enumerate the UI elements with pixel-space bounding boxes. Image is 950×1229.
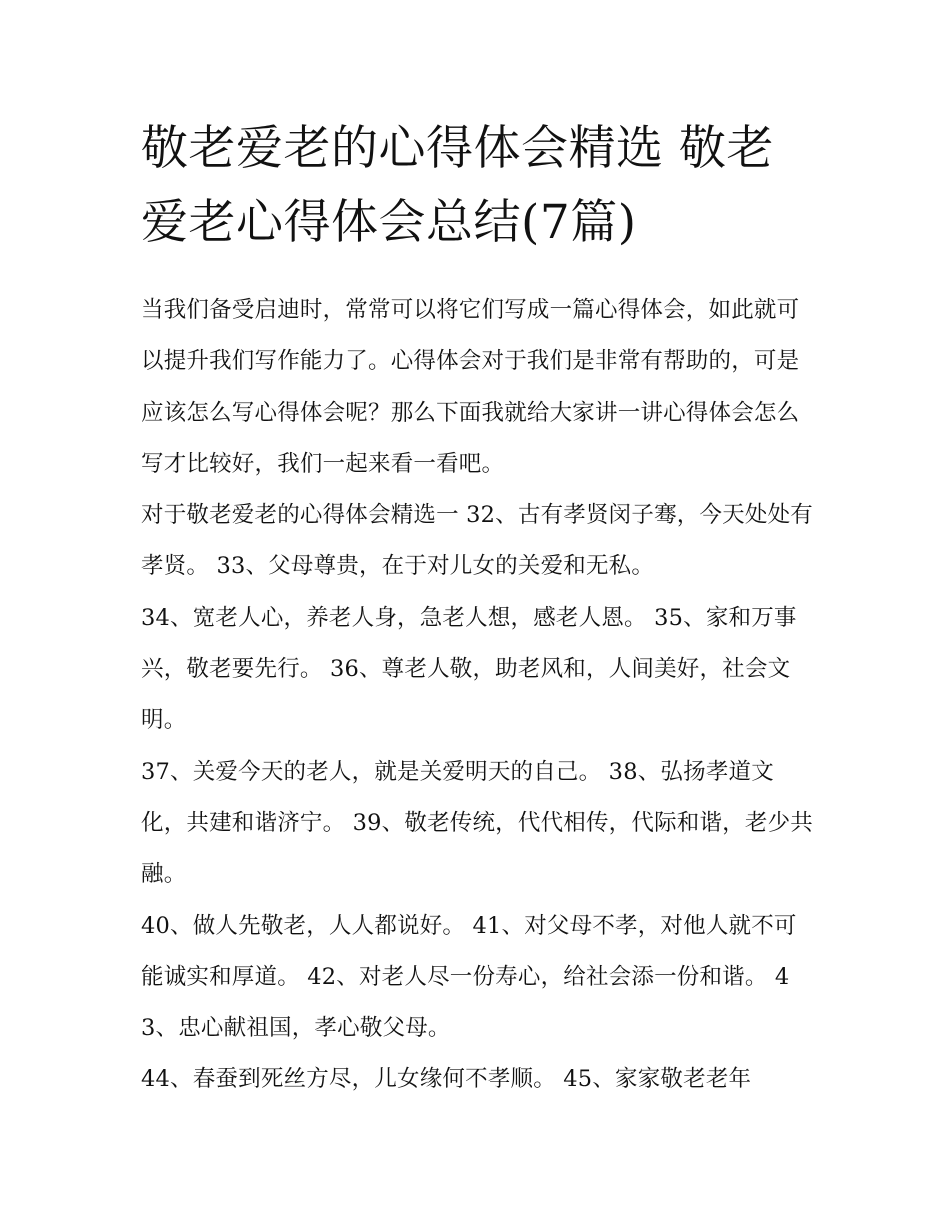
document-body [141,285,816,1106]
paragraph-item: 37、关爱今天的老人，就是关爱明天的自己。 38、弘扬孝道文化，共建和谐济宁。 39、敬老传统，代代相传，代际和谐，老少共融。 [141,758,813,888]
paragraph-item: 34、宽老人心，养老人身，急老人想，感老人恩。 35、家和万事兴，敬老要先行。 36、尊老人敬，助老风和，人间美好，社会文明。 [141,604,797,734]
paragraph-item: 44、春蚕到死丝方尽，儿女缘何不孝顺。 45、家家敬老老年 [141,1066,752,1093]
document-content [141,112,816,1106]
paragraph-item: 40、做人先敬老，人人都说好。 41、对父母不孝，对他人就不可能诚实和厚道。 42、对老人尽一份寿心，给社会添一份和谐。 43、忠心献祖国，孝心敬父母。 [141,912,797,1042]
paragraph-item: 对于敬老爱老的心得体会精选一 32、古有孝贤闵子骞，今天处处有孝贤。 33、父母尊贵，在于对儿女的关爱和无私。 [141,502,813,580]
document-title: 敬老爱老的心得体会精选 敬老爱老心得体会总结(7篇) [141,121,774,250]
paragraph-intro: 当我们备受启迪时，常常可以将它们写成一篇心得体会，如此就可以提升我们写作能力了。心得体会对于我们是非常有帮助的，可是应该怎么写心得体会呢？那么下面我就给大家讲一讲心得体会怎么写才比较好，我们一起来看一看吧。 [141,297,800,477]
